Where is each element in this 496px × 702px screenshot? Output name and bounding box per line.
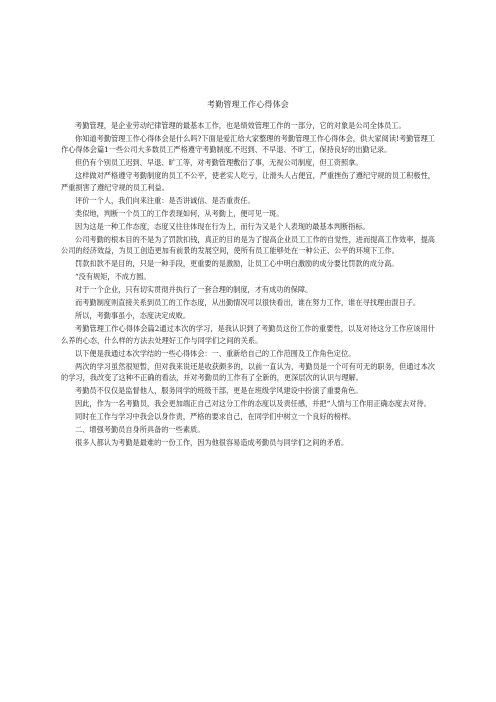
- paragraph: 所以，考勤事虽小，态度决定成败。: [75, 311, 191, 321]
- paragraph: 考勤管理，是企业劳动纪律管理的最基本工作，也是绩效管理工作的一部分，它的对象是公司全体员工。: [75, 121, 406, 130]
- paragraph: 二、增强考勤员自身所具备的一些素质。: [75, 425, 205, 435]
- paragraph: 这样做对严格遵守考勤制度的员工不公平，使老实人吃亏，让滑头人占便宜，严重挫伤了遵纪守规的员工积极性，严重损害了遵纪守规的员工利益。: [61, 171, 435, 192]
- document-title: 考勤管理工作心得体会: [207, 100, 289, 109]
- paragraph: 类似地，判断一个员工的工作表现如何，从考勤上，便可见一斑。: [75, 208, 284, 218]
- paragraph: 公司考勤的根本目的不是为了罚款扣钱，真正的目的是为了提高企业员工工作的自觉性，进而提高工作效率，提高公司的经济效益，为员工创造更加有前景的发展空间，使所有员工能够处在一种公正、公平的环境下工作。: [61, 234, 435, 256]
- paragraph: 对于一个企业，只有切实贯彻并执行了一套合理的制度，才有成功的保障。: [75, 285, 313, 295]
- document-body: [61, 120, 435, 448]
- paragraph: 两次的学习虽然很短暂，但对我来说还是收获颇多的，以前一直认为，考勤员是一个可有可无的职务，但通过本次的学习，我改变了这种不正确的看法，并对考勤员的工作有了全新的，更深层次的认识与理解。: [61, 361, 435, 383]
- paragraph: 你知道考勤管理工作心得体会是什么吗?下面是爱汇给大家整理的考勤管理工作心得体会，供大家阅读!考勤管理工作心得体会篇1一些公司大多数员工严格遵守考勤制度,不迟到、不早退、不旷工，保持良好的出勤记录。: [61, 134, 435, 155]
- paragraph: 因此，作为一名考勤员，我会更加端正自己对这分工作的态度以及责任感，并把“人情与工作用正确态度去对待。: [75, 399, 431, 409]
- paragraph: 而考勤制度则直接关系到员工的工作态度，从出勤情况可以很快看出，谁在努力工作，谁在寻找理由混日子。: [75, 298, 421, 308]
- paragraph: 罚款扣款不是目的，只是一种手段，更重要的是激励，让员工心中明白激励的成分要比罚款的成分高。: [75, 259, 399, 269]
- document-page: [61, 100, 435, 450]
- paragraph: “没有规矩，不成方圆。: [75, 272, 151, 282]
- paragraph: 考勤员不仅仅是监督他人，服务同学的班级干部，更是在班级学风建设中扮演了重要角色。: [75, 386, 363, 396]
- paragraph: 评价一个人，我们向来注重：是否讲诚信、是否重责任。: [75, 195, 255, 205]
- paragraph: 同时在工作与学习中我会以身作责，严格的要求自己，在同学们中树立一个良好的榜样。: [75, 412, 356, 422]
- paragraph: 以下便是我通过本次学结的一些心得体会：一、重新给自己的工作范围及工作角色定位。: [75, 348, 356, 358]
- paragraph: 很多人都认为考勤是最难的一份工作，因为他很容易造成考勤员与同学们之间的矛盾。: [75, 438, 349, 448]
- paragraph: 因为这是一种工作态度，态度又往往体现在行为上，而行为又是个人表现的最基本判断指标。: [75, 221, 370, 231]
- paragraph: 但仍有个别员工迟到、早退、旷工等，对考勤管理敷衍了事，无视公司制度，但工资照拿。: [75, 158, 363, 168]
- paragraph: 考勤管理工作心得体会篇2通过本次的学习，是我认识到了考勤员这份工作的重要性，以及对待这分工作应该用什么养的心态，什么样的方法去处理好工作与同学们之间的关系。: [61, 324, 436, 345]
